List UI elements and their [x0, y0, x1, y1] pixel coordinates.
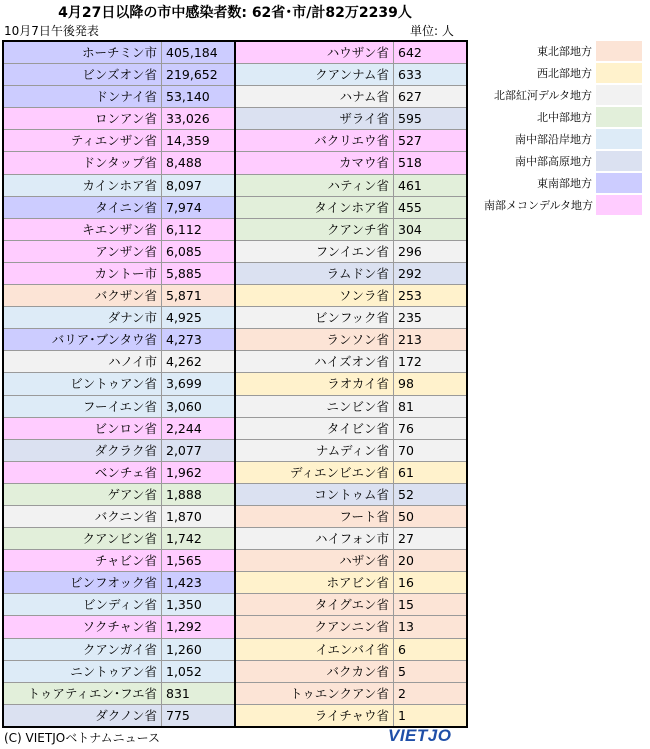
legend-label: 南部メコンデルタ地方 — [484, 199, 594, 212]
province-name: ライチャウ省 — [236, 705, 394, 726]
province-name: カントー市 — [4, 263, 162, 284]
table-row — [4, 616, 234, 638]
table-row — [4, 175, 234, 197]
case-count: 518 — [398, 155, 422, 171]
legend-label: 西北部地方 — [537, 67, 592, 80]
case-count: 7,974 — [166, 199, 202, 215]
case-count: 15 — [398, 597, 414, 613]
table-row — [4, 705, 234, 726]
case-table-right-column — [236, 42, 466, 726]
case-count: 4,262 — [166, 354, 202, 370]
table-row — [236, 484, 466, 506]
case-count: 4,273 — [166, 332, 202, 348]
case-count: 8,488 — [166, 155, 202, 171]
province-name: クアンチ省 — [236, 219, 394, 240]
province-name: ザライ省 — [236, 108, 394, 129]
table-row — [4, 462, 234, 484]
table-row — [236, 594, 466, 616]
case-count: 213 — [398, 332, 422, 348]
announcement-date: 10月7日午後発表 — [4, 24, 99, 38]
unit-label: 単位: 人 — [410, 24, 454, 38]
table-row — [4, 550, 234, 572]
province-name: ダナン市 — [4, 307, 162, 328]
province-name: ホアビン省 — [236, 572, 394, 593]
table-row — [4, 572, 234, 594]
province-name: ビンフオック省 — [4, 572, 162, 593]
table-row — [236, 329, 466, 351]
case-count: 3,060 — [166, 398, 202, 414]
table-row — [4, 241, 234, 263]
case-count: 633 — [398, 67, 422, 83]
case-count: 831 — [166, 685, 190, 701]
province-name: ハウザン省 — [236, 42, 394, 63]
case-count: 61 — [398, 464, 414, 480]
province-name: カインホア省 — [4, 175, 162, 196]
province-name: フーイエン省 — [4, 396, 162, 417]
legend-item — [484, 172, 644, 194]
province-name: クアンナム省 — [236, 64, 394, 85]
province-name: ティエンザン省 — [4, 130, 162, 151]
province-name: ロンアン省 — [4, 108, 162, 129]
province-name: ハイズオン省 — [236, 351, 394, 372]
table-row — [236, 307, 466, 329]
table-row — [236, 418, 466, 440]
province-name: バクニン省 — [4, 506, 162, 527]
legend-item — [484, 106, 644, 128]
case-table-left-column — [4, 42, 236, 726]
legend-item — [484, 194, 644, 216]
case-count: 1,292 — [166, 619, 202, 635]
table-row — [4, 263, 234, 285]
table-row — [236, 683, 466, 705]
province-name: ディエンビエン省 — [236, 462, 394, 483]
province-name: トゥアティエン･フエ省 — [4, 683, 162, 704]
case-count: 1,565 — [166, 553, 202, 569]
table-row — [236, 396, 466, 418]
province-name: ラムドン省 — [236, 263, 394, 284]
table-row — [236, 639, 466, 661]
province-name: バリア･ブンタウ省 — [4, 329, 162, 350]
province-name: ダクノン省 — [4, 705, 162, 726]
case-count: 5,871 — [166, 288, 202, 304]
vietjo-logo-text: VIETJO — [388, 726, 452, 745]
province-name: カマウ省 — [236, 152, 394, 173]
province-name: タイグエン省 — [236, 594, 394, 615]
legend-swatch — [596, 195, 642, 215]
case-count: 2,244 — [166, 420, 202, 436]
table-row — [4, 152, 234, 174]
table-row — [4, 683, 234, 705]
table-row — [4, 197, 234, 219]
copyright-credit: (C) VIETJOベトナムニュース — [4, 731, 161, 745]
province-name: ニンビン省 — [236, 396, 394, 417]
province-name: ソクチャン省 — [4, 616, 162, 637]
table-row — [236, 550, 466, 572]
table-row — [236, 572, 466, 594]
table-row — [236, 440, 466, 462]
case-count: 53,140 — [166, 89, 210, 105]
province-name: ナムディン省 — [236, 440, 394, 461]
table-row — [236, 285, 466, 307]
table-row — [4, 528, 234, 550]
table-row — [236, 616, 466, 638]
province-name: アンザン省 — [4, 241, 162, 262]
case-count: 455 — [398, 199, 422, 215]
province-name: コントゥム省 — [236, 484, 394, 505]
case-count: 50 — [398, 508, 414, 524]
table-row — [4, 329, 234, 351]
case-count: 8,097 — [166, 177, 202, 193]
province-name: ハイフォン市 — [236, 528, 394, 549]
province-name: ビンロン省 — [4, 418, 162, 439]
legend-label: 北中部地方 — [537, 111, 592, 124]
case-count: 4,925 — [166, 310, 202, 326]
case-count: 20 — [398, 553, 414, 569]
legend-swatch — [596, 63, 642, 83]
province-name: ダクラク省 — [4, 440, 162, 461]
province-name: フンイエン省 — [236, 241, 394, 262]
table-row — [4, 440, 234, 462]
table-row — [4, 307, 234, 329]
case-table — [2, 40, 468, 728]
case-count: 1,350 — [166, 597, 202, 613]
case-count: 16 — [398, 575, 414, 591]
case-count: 5 — [398, 663, 406, 679]
case-count: 2,077 — [166, 442, 202, 458]
table-row — [4, 506, 234, 528]
case-count: 296 — [398, 243, 422, 259]
table-row — [4, 594, 234, 616]
province-name: ハティン省 — [236, 175, 394, 196]
case-count: 1,888 — [166, 486, 202, 502]
province-name: ビントゥアン省 — [4, 373, 162, 394]
table-row — [236, 373, 466, 395]
province-name: バクカン省 — [236, 661, 394, 682]
case-count: 405,184 — [166, 45, 218, 60]
province-name: ゲアン省 — [4, 484, 162, 505]
case-count: 461 — [398, 177, 422, 193]
province-name: イエンバイ省 — [236, 639, 394, 660]
case-count: 1,052 — [166, 663, 202, 679]
region-legend — [484, 40, 644, 216]
table-row — [236, 528, 466, 550]
province-name: ニントゥアン省 — [4, 661, 162, 682]
province-name: バクリエウ省 — [236, 130, 394, 151]
table-row — [236, 705, 466, 726]
province-name: クアンニン省 — [236, 616, 394, 637]
legend-swatch — [596, 129, 642, 149]
case-count: 627 — [398, 89, 422, 105]
case-count: 3,699 — [166, 376, 202, 392]
legend-swatch — [596, 41, 642, 61]
province-name: ランソン省 — [236, 329, 394, 350]
table-row — [4, 108, 234, 130]
table-row — [4, 484, 234, 506]
case-count: 6,085 — [166, 243, 202, 259]
case-count: 6,112 — [166, 221, 202, 237]
case-count: 1,742 — [166, 531, 202, 547]
table-row — [236, 197, 466, 219]
table-row — [236, 263, 466, 285]
table-row — [4, 86, 234, 108]
table-row — [4, 285, 234, 307]
table-row — [4, 373, 234, 395]
province-name: ビンズオン省 — [4, 64, 162, 85]
page-title: 4月27日以降の市中感染者数: 62省･市/計82万2239人 — [58, 5, 412, 21]
case-count: 1,423 — [166, 575, 202, 591]
table-row — [4, 351, 234, 373]
table-row — [236, 506, 466, 528]
table-row — [236, 219, 466, 241]
case-count: 253 — [398, 288, 422, 304]
table-row — [236, 152, 466, 174]
legend-item — [484, 150, 644, 172]
table-row — [4, 64, 234, 86]
province-name: ドンタップ省 — [4, 152, 162, 173]
legend-swatch — [596, 107, 642, 127]
table-row — [236, 108, 466, 130]
province-name: チャビン省 — [4, 550, 162, 571]
case-count: 70 — [398, 442, 414, 458]
case-count: 235 — [398, 310, 422, 326]
case-count: 1 — [398, 707, 406, 723]
table-row — [236, 241, 466, 263]
case-count: 595 — [398, 111, 422, 127]
province-name: キエンザン省 — [4, 219, 162, 240]
case-count: 98 — [398, 376, 414, 392]
legend-item — [484, 62, 644, 84]
case-count: 642 — [398, 45, 422, 60]
table-row — [236, 64, 466, 86]
table-row — [236, 462, 466, 484]
legend-label: 北部紅河デルタ地方 — [493, 89, 592, 102]
province-name: クアンビン省 — [4, 528, 162, 549]
case-count: 76 — [398, 420, 414, 436]
province-name: タイビン省 — [236, 418, 394, 439]
province-name: クアンガイ省 — [4, 639, 162, 660]
table-row — [4, 130, 234, 152]
table-row — [236, 86, 466, 108]
province-name: ドンナイ省 — [4, 86, 162, 107]
table-row — [236, 130, 466, 152]
case-count: 1,962 — [166, 464, 202, 480]
table-row — [236, 42, 466, 64]
legend-item — [484, 84, 644, 106]
province-name: フート省 — [236, 506, 394, 527]
province-name: タイニン省 — [4, 197, 162, 218]
case-count: 14,359 — [166, 133, 210, 149]
legend-item — [484, 128, 644, 150]
province-name: ビンディン省 — [4, 594, 162, 615]
legend-swatch — [596, 173, 642, 193]
case-count: 27 — [398, 531, 414, 547]
province-name: ビンフック省 — [236, 307, 394, 328]
legend-label: 南中部高原地方 — [515, 155, 592, 168]
table-row — [4, 661, 234, 683]
case-count: 33,026 — [166, 111, 210, 127]
legend-label: 南中部沿岸地方 — [515, 133, 592, 146]
case-count: 304 — [398, 221, 422, 237]
province-name: タインホア省 — [236, 197, 394, 218]
legend-item — [484, 40, 644, 62]
case-count: 1,870 — [166, 508, 202, 524]
case-count: 81 — [398, 398, 414, 414]
province-name: トゥエンクアン省 — [236, 683, 394, 704]
table-row — [236, 175, 466, 197]
table-row — [4, 396, 234, 418]
case-count: 5,885 — [166, 265, 202, 281]
table-row — [4, 219, 234, 241]
case-count: 527 — [398, 133, 422, 149]
province-name: ラオカイ省 — [236, 373, 394, 394]
legend-label: 東北部地方 — [537, 45, 592, 58]
province-name: ハノイ市 — [4, 351, 162, 372]
province-name: ハナム省 — [236, 86, 394, 107]
province-name: ソンラ省 — [236, 285, 394, 306]
table-row — [4, 42, 234, 64]
case-count: 219,652 — [166, 67, 218, 83]
table-row — [4, 639, 234, 661]
legend-label: 東南部地方 — [537, 177, 592, 190]
case-count: 775 — [166, 707, 190, 723]
legend-swatch — [596, 85, 642, 105]
table-row — [236, 351, 466, 373]
province-name: ハザン省 — [236, 550, 394, 571]
table-row — [4, 418, 234, 440]
case-count: 52 — [398, 486, 414, 502]
table-row — [236, 661, 466, 683]
case-count: 13 — [398, 619, 414, 635]
case-count: 1,260 — [166, 641, 202, 657]
case-count: 292 — [398, 265, 422, 281]
case-count: 2 — [398, 685, 406, 701]
case-count: 172 — [398, 354, 422, 370]
province-name: バクザン省 — [4, 285, 162, 306]
vietjo-logo — [388, 726, 451, 746]
case-count: 6 — [398, 641, 406, 657]
legend-swatch — [596, 151, 642, 171]
province-name: ベンチェ省 — [4, 462, 162, 483]
province-name: ホーチミン市 — [4, 42, 162, 63]
